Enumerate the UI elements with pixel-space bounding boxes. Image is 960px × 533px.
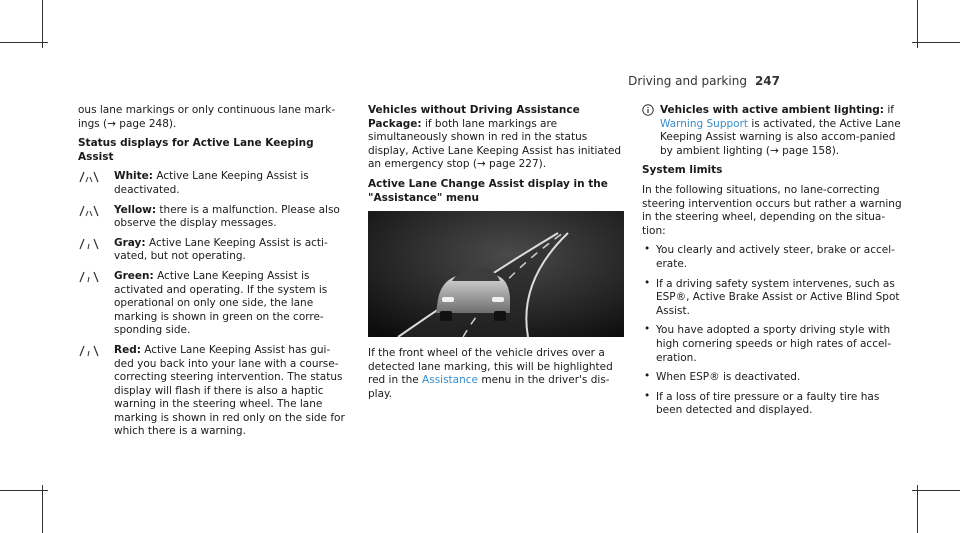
ambient-note-text-b: is activated, the Active Lane Keeping Assist warning is also accom-panied by ambient lighting (→ page 158). — [660, 117, 901, 157]
lane-change-text-b: menu in the driver's dis-play. — [368, 374, 610, 400]
list-item: • When ESP® is deactivated. — [656, 371, 904, 385]
status-text: Active Lane Keeping Assist is activated and operating. If the system is operational on only one side, the lane marking is shown in green on the corre-sponding side. — [114, 269, 328, 337]
status-text: there is a malfunction. Please also observe the display messages. — [114, 203, 340, 230]
status-label: White: — [114, 170, 153, 183]
lane-change-heading: Active Lane Change Assist display in the "Assistance" menu — [368, 177, 608, 204]
status-entry-white — [78, 170, 348, 197]
lane-keeping-yellow-icon — [78, 204, 114, 231]
crop-mark — [42, 485, 43, 533]
info-icon — [642, 104, 660, 164]
system-limits-list — [642, 244, 904, 418]
system-limits-intro: In the following situations, no lane-correcting steering intervention occurs but rather a warning in the steering wheel, depending on the situa-tion: — [642, 183, 902, 237]
crop-mark — [0, 42, 48, 43]
lane-keeping-green-icon — [78, 270, 114, 338]
lane-change-text-a: If the front wheel of the vehicle drives over a detected lane marking, this will be highlighted red in the — [368, 347, 613, 387]
crop-mark — [0, 490, 48, 491]
crop-mark — [42, 0, 43, 48]
column-2 — [368, 104, 624, 408]
ambient-note-text-a: if — [887, 104, 894, 116]
lane-display-image — [368, 211, 624, 337]
lane-change-text — [368, 347, 624, 401]
status-entry-gray — [78, 237, 348, 264]
intro-text: ous lane markings or only continuous lane mark-ings (→ page 248). — [78, 104, 336, 130]
running-header — [628, 74, 780, 88]
warning-support-link[interactable]: Warning Support — [660, 117, 749, 130]
assistance-menu-link[interactable]: Assistance — [422, 374, 478, 387]
list-item: • If a driving safety system intervenes, such as ESP®, Active Brake Assist or Active Blind Spot Assist. — [656, 278, 904, 319]
status-label: Red: — [114, 343, 141, 356]
system-limits-heading: System limits — [642, 164, 723, 177]
status-entry-red — [78, 344, 348, 439]
lane-keeping-white-icon — [78, 170, 114, 197]
status-entry-yellow — [78, 204, 348, 231]
no-package-text: if both lane markings are simultaneously shown in red in the status display, Active Lane Keeping Assist has initiated an emergency stop (→ page 227). — [368, 117, 622, 171]
column-3 — [642, 104, 904, 424]
status-text: Active Lane Keeping Assist is deactivated. — [114, 170, 309, 196]
status-text: Active Lane Keeping Assist has gui-ded you back into your lane with a course-correcting steering intervention. The status display will flash if there is also a haptic warning in the steering wheel. The lane marking is shown in red only on the side for which there is a warning. — [114, 343, 345, 438]
status-label: Yellow: — [114, 203, 157, 216]
list-item: • You have adopted a sporty driving style with high cornering speeds or high rates of accel-eration. — [656, 324, 904, 365]
no-package-paragraph — [368, 104, 624, 172]
crop-mark — [912, 490, 960, 491]
status-entry-green — [78, 270, 348, 338]
crop-mark — [912, 42, 960, 43]
page-number: 247 — [754, 74, 780, 88]
status-label: Green: — [114, 269, 154, 282]
ambient-note-heading: Vehicles with active ambient lighting: — [660, 104, 885, 116]
crop-mark — [917, 0, 918, 48]
status-label: Gray: — [114, 236, 146, 249]
ambient-lighting-note — [642, 104, 904, 164]
status-displays-heading: Status displays for Active Lane Keeping Assist — [78, 137, 314, 163]
lane-keeping-gray-icon — [78, 237, 114, 264]
section-title: Driving and parking — [628, 74, 747, 88]
no-package-heading: Vehicles without Driving Assistance Package: — [368, 104, 580, 130]
lane-keeping-red-icon — [78, 344, 114, 439]
crop-mark — [917, 485, 918, 533]
status-text: Active Lane Keeping Assist is acti-vated, but not operating. — [114, 236, 328, 263]
list-item: • If a loss of tire pressure or a faulty tire has been detected and displayed. — [656, 391, 904, 418]
column-1 — [78, 104, 348, 445]
list-item: • You clearly and actively steer, brake or accel-erate. — [656, 244, 904, 271]
